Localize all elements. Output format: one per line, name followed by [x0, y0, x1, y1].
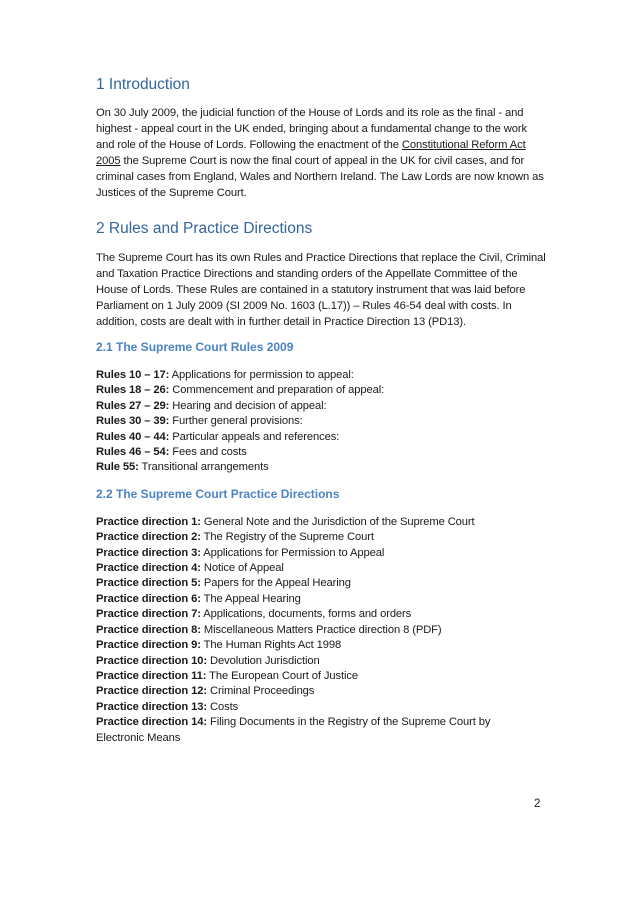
intro-text-a: On 30 July 2009, the judicial function of the House of Lords and its role as the final - and highest - appeal court in the UK ended, bringing about a fundamental change to the work and role of the House of Lords. Following the enactment of the [96, 107, 528, 151]
list-item-continuation: Electronic Means [96, 731, 181, 744]
direction-text: The European Court of Justice [206, 669, 359, 682]
list-item [96, 414, 548, 429]
rule-text: Particular appeals and references: [169, 430, 340, 443]
direction-label: Practice direction 9: [96, 639, 201, 652]
list-item [96, 654, 548, 669]
rule-label: Rules 30 – 39: [96, 415, 170, 428]
direction-text: Papers for the Appeal Hearing [200, 577, 351, 590]
list-item [96, 623, 548, 638]
direction-label: Practice direction 4: [96, 562, 201, 575]
constitutional-reform-act-link[interactable]: Constitutional Reform Act 2005 [96, 139, 526, 167]
page-number: 2 [534, 798, 541, 810]
rule-text: Applications for permission to appeal: [169, 369, 354, 381]
direction-text: Applications for Permission to Appeal [200, 546, 385, 559]
intro-text-b: the Supreme Court is now the final court of appeal in the UK for civil cases, and for criminal cases from England, Wales and Northern Ireland. The Law Lords are now known as Justices of the Supreme Court. [96, 155, 544, 199]
direction-text: Miscellaneous Matters Practice direction 8 (PDF) [200, 623, 442, 636]
rule-label: Rules 27 – 29: [96, 399, 170, 412]
list-item [96, 715, 548, 730]
list-item [96, 546, 548, 561]
rules-2009-heading: 2.1 The Supreme Court Rules 2009 [96, 340, 294, 354]
list-item [96, 700, 548, 715]
direction-label: Practice direction 14: [96, 716, 207, 729]
direction-text: Criminal Proceedings [206, 685, 315, 698]
list-item [96, 368, 548, 383]
list-item [96, 530, 548, 545]
rule-text: Hearing and decision of appeal: [169, 399, 327, 412]
direction-label: Practice direction 11: [96, 669, 207, 682]
direction-text: Filing Documents in the Registry of the Supreme Court by [206, 716, 491, 729]
list-item [96, 638, 548, 653]
direction-label: Practice direction 10: [96, 654, 207, 667]
direction-label: Practice direction 2: [96, 531, 201, 544]
list-item [96, 430, 548, 445]
direction-label: Practice direction 3: [96, 546, 201, 559]
rules-list [96, 368, 548, 476]
list-item [96, 515, 548, 530]
rule-text: Further general provisions: [169, 415, 303, 428]
direction-label: Practice direction 8: [96, 623, 201, 636]
direction-label: Practice direction 7: [96, 608, 201, 621]
direction-label: Practice direction 12: [96, 685, 207, 698]
direction-text: The Registry of the Supreme Court [200, 531, 374, 544]
direction-text: Notice of Appeal [200, 562, 284, 575]
rule-label: Rules 40 – 44: [96, 430, 170, 443]
page-content [96, 74, 548, 746]
list-item [96, 561, 548, 576]
rule-text: Commencement and preparation of appeal: [169, 384, 385, 397]
direction-text: General Note and the Jurisdiction of the Supreme Court [200, 515, 475, 528]
practice-directions-heading: 2.2 The Supreme Court Practice Directions [96, 486, 340, 501]
list-item [96, 399, 548, 414]
list-item [96, 607, 548, 622]
rule-text: Transitional arrangements [138, 461, 269, 474]
list-item [96, 669, 548, 684]
direction-label: Practice direction 1: [96, 515, 201, 528]
list-item [96, 445, 548, 460]
list-item [96, 592, 548, 607]
list-item [96, 576, 548, 591]
rule-label: Rule 55: [96, 461, 139, 474]
rule-label: Rules 18 – 26: [96, 384, 170, 397]
rules-section-heading: 2 Rules and Practice Directions [96, 220, 313, 237]
direction-label: Practice direction 13: [96, 700, 207, 713]
list-item [96, 383, 548, 398]
direction-label: Practice direction 5: [96, 577, 201, 590]
direction-text: Applications, documents, forms and orders [200, 608, 412, 621]
rule-label: Rules 46 – 54: [96, 446, 170, 459]
practice-directions-list [96, 515, 548, 746]
list-item [96, 460, 548, 475]
direction-label: Practice direction 6: [96, 592, 201, 605]
list-item [96, 684, 548, 699]
rules-section-paragraph: The Supreme Court has its own Rules and Practice Directions that replace the Civil, Criminal and Taxation Practice Directions and standing orders of the Appellate Committee of the House of Lords. These Rules are contained in a statutory instrument that was laid before Parliament on 1 July 2009 (SI 2009 No. 1603 (L.17)) – Rules 46-54 deal with costs. In addition, costs are dealt with in further detail in Practice Direction 13 (PD13). [96, 252, 546, 328]
rule-label: Rules 10 – 17: [96, 369, 170, 381]
direction-text: Costs [206, 700, 239, 713]
direction-text: The Human Rights Act 1998 [200, 639, 342, 652]
direction-text: Devolution Jurisdiction [206, 654, 320, 667]
direction-text: The Appeal Hearing [200, 592, 301, 605]
rule-text: Fees and costs [169, 446, 247, 459]
intro-heading: 1 Introduction [96, 76, 190, 93]
intro-paragraph [96, 105, 548, 201]
